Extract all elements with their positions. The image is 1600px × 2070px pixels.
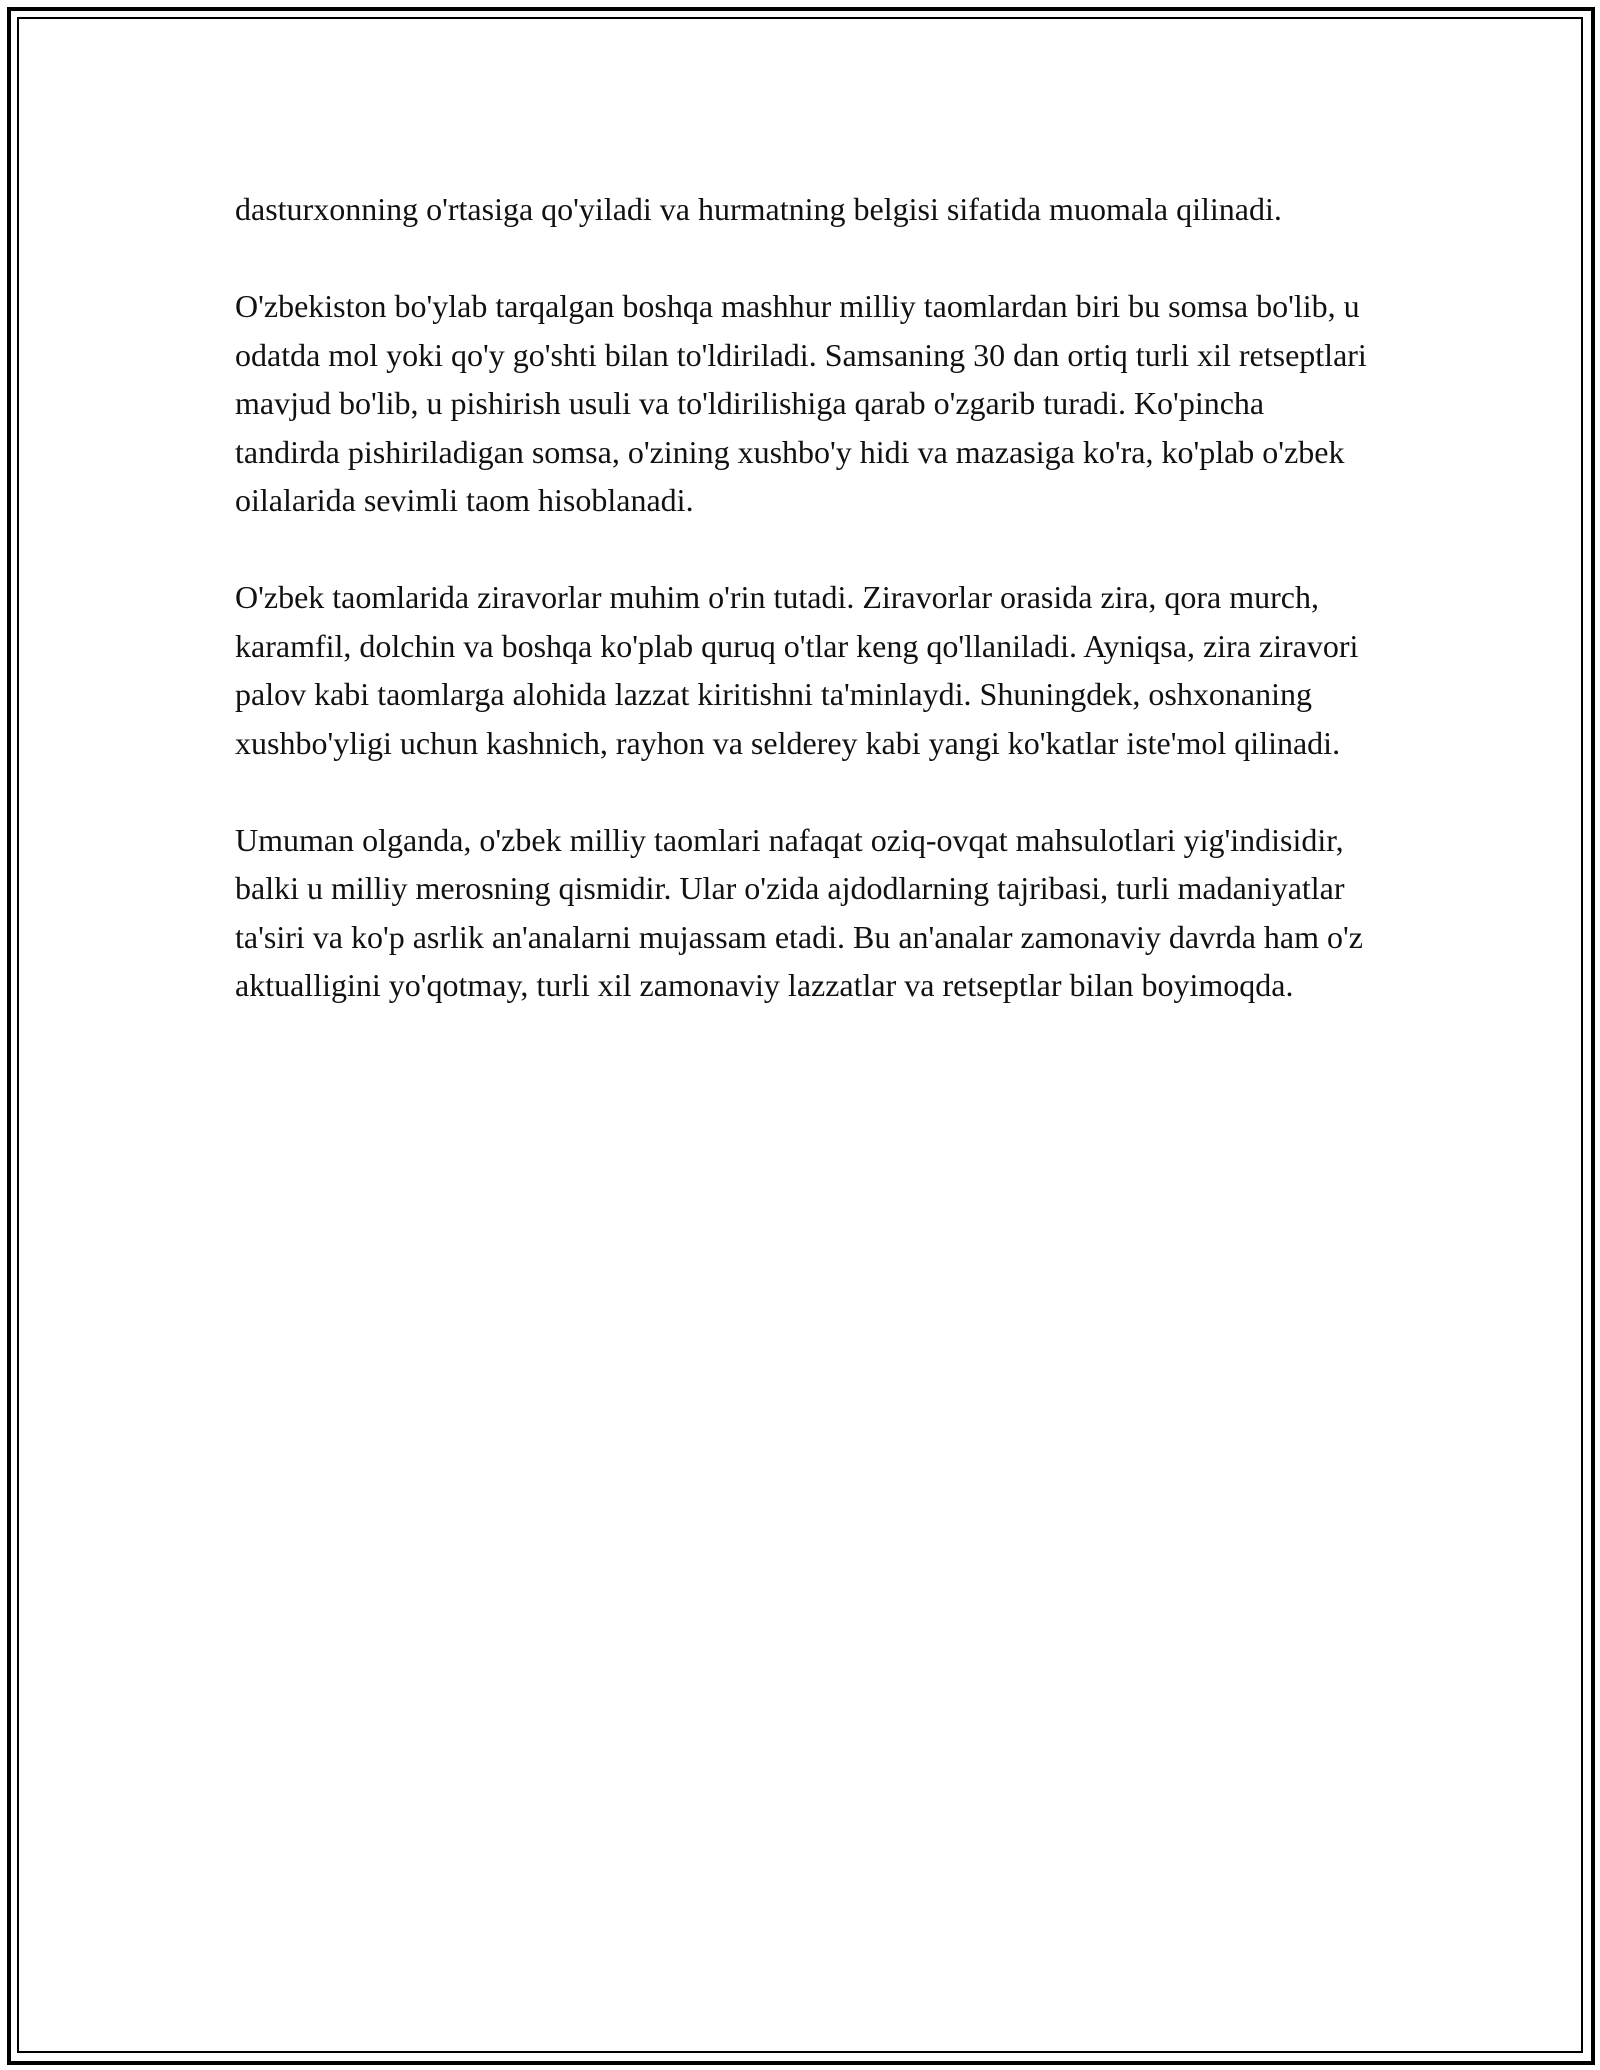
paragraph-4: Umuman olganda, o'zbek milliy taomlari nafaqat oziq-ovqat mahsulotlari yig'indisidir, balki u milliy merosning qismidir. Ular o'zida ajdodlarning tajribasi, turli madaniyatlar ta'siri va ko'p asrlik an'analarni mujassam etadi. Bu an'analar zamonaviy davrda ham o'z aktualligini yo'qotmay, turli xil zamonaviy lazzatlar va retseptlar bilan boyimoqda. — [235, 821, 1363, 1003]
paragraph-3: O'zbek taomlarida ziravorlar muhim o'rin tutadi. Ziravorlar orasida zira, qora murch, karamfil, dolchin va boshqa ko'plab quruq o'tlar keng qo'llaniladi. Ayniqsa, zira ziravori palov kabi taomlarga alohida lazzat kiritishni ta'minlaydi. Shuningdek, oshxonaning xushbo'yligi uchun kashnich, rayhon va selderey kabi yangi ko'katlar iste'mol qilinadi. — [235, 579, 1359, 761]
paragraph-1: dasturxonning o'rtasiga qo'yiladi va hurmatning belgisi sifatida muomala qilinadi. — [235, 191, 1282, 227]
document-body — [235, 185, 1370, 1058]
paragraph-2: O'zbekiston bo'ylab tarqalgan boshqa mashhur milliy taomlardan biri bu somsa bo'lib, u odatda mol yoki qo'y go'shti bilan to'ldiriladi. Samsaning 30 dan ortiq turli xil retseptlari mavjud bo'lib, u pishirish usuli va to'ldirilishiga qarab o'zgarib turadi. Ko'pincha tandirda pishiriladigan somsa, o'zining xushbo'y hidi va mazasiga ko'ra, ko'plab o'zbek oilalarida sevimli taom hisoblanadi. — [235, 288, 1367, 518]
